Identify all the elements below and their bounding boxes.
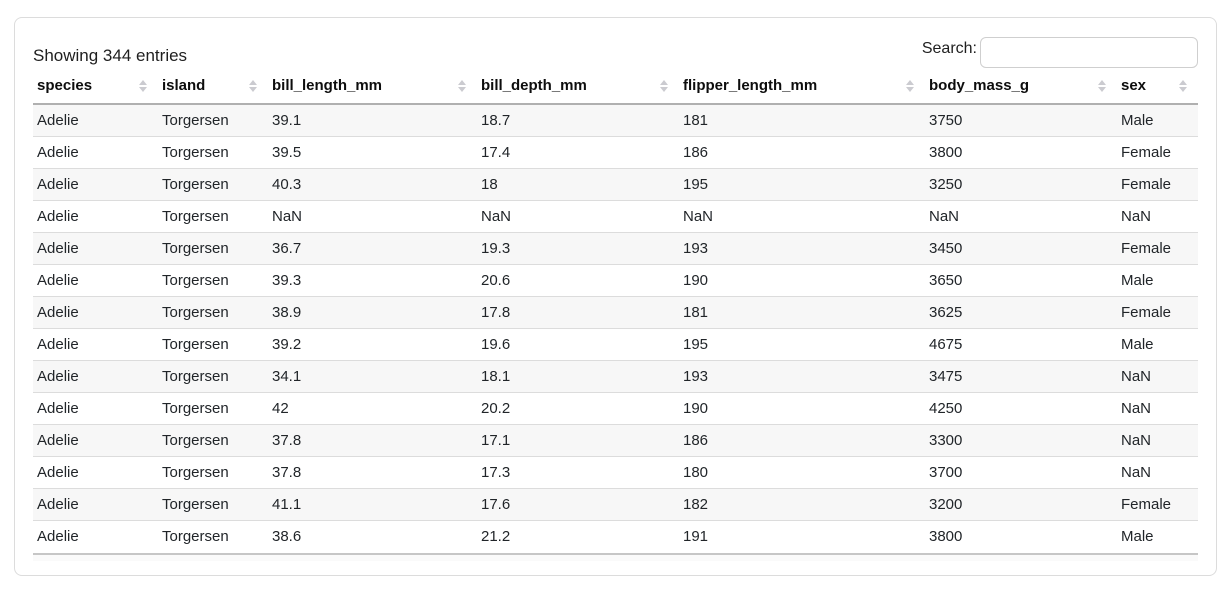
table-cell: 18.7 (481, 112, 511, 129)
header-row (33, 69, 1198, 104)
table-cell: 180 (683, 464, 709, 481)
table-row (33, 329, 1198, 361)
table-cell: 182 (683, 496, 709, 513)
search-label: Search: (921, 39, 977, 57)
table-cell: Male (1121, 272, 1154, 289)
table-cell: 39.1 (272, 112, 302, 129)
table-cell: 19.6 (481, 336, 511, 353)
table-cell: Torgersen (162, 272, 229, 289)
table-cell: Female (1121, 176, 1172, 193)
search-container (922, 37, 1198, 68)
table-cell: Adelie (37, 304, 79, 321)
table-cell: Torgersen (162, 432, 229, 449)
table-cell: 190 (683, 272, 709, 289)
table-cell: 20.2 (481, 400, 511, 417)
table-cell: 190 (683, 400, 709, 417)
table-cell: 4675 (929, 336, 963, 353)
table-row (33, 265, 1198, 297)
table-cell: 38.9 (272, 304, 302, 321)
sort-icon[interactable] (1179, 80, 1187, 92)
table-cell: Torgersen (162, 240, 229, 257)
column-header-sex[interactable] (1117, 69, 1198, 104)
table-cell: 39.3 (272, 272, 302, 289)
table-cell: Adelie (37, 464, 79, 481)
table-cell: Torgersen (162, 176, 229, 193)
table-cell: NaN (272, 208, 303, 225)
table-row (33, 393, 1198, 425)
table-cell: Torgersen (162, 112, 229, 129)
table-cell: Adelie (37, 208, 79, 225)
table-cell: Adelie (37, 432, 79, 449)
table-row (33, 425, 1198, 457)
data-table (33, 69, 1198, 553)
table-cell: 38.6 (272, 528, 302, 546)
table-cell: Adelie (37, 272, 79, 289)
table-cell: Adelie (37, 240, 79, 257)
table-cell: Torgersen (162, 400, 229, 417)
table-header (33, 69, 1198, 104)
table-cell: Torgersen (162, 368, 229, 385)
table-cell: Torgersen (162, 208, 229, 225)
table-cell: Female (1121, 304, 1172, 321)
table-cell: Male (1121, 528, 1154, 546)
table-cell: Torgersen (162, 336, 229, 353)
table-row (33, 169, 1198, 201)
table-cell: 193 (683, 240, 709, 257)
table-cell: Adelie (37, 144, 79, 161)
table-cell: 17.4 (481, 144, 511, 161)
column-header-label: flipper_length_mm (683, 77, 818, 94)
table-cell: 3750 (929, 112, 963, 129)
column-header-label: bill_depth_mm (481, 77, 587, 94)
table-cell: 3450 (929, 240, 963, 257)
table-cell: Torgersen (162, 528, 229, 546)
table-cell: 186 (683, 432, 709, 449)
table-cell: Torgersen (162, 144, 229, 161)
table-cell: 17.6 (481, 496, 511, 513)
table-cell: Female (1121, 240, 1172, 257)
table-cell: NaN (1121, 400, 1152, 417)
table-cell: 3250 (929, 176, 963, 193)
table-cell: Adelie (37, 400, 79, 417)
table-row (33, 489, 1198, 521)
table-cell: 181 (683, 112, 709, 129)
table-cell: Torgersen (162, 496, 229, 513)
table-cell: 3800 (929, 144, 963, 161)
table-card (14, 17, 1217, 576)
table-cell: 36.7 (272, 240, 302, 257)
table-cell: NaN (1121, 208, 1152, 225)
sort-icon[interactable] (458, 80, 466, 92)
table-cell: 3200 (929, 496, 963, 513)
table-cell: NaN (683, 208, 714, 225)
table-cell: Male (1121, 112, 1154, 129)
table-cell: Torgersen (162, 464, 229, 481)
table-cell: 4250 (929, 400, 963, 417)
table-cell: 3300 (929, 432, 963, 449)
sort-icon[interactable] (249, 80, 257, 92)
column-header-bill_length_mm[interactable] (268, 69, 477, 104)
table-cell: 17.1 (481, 432, 511, 449)
clipped-next-row (33, 553, 1198, 561)
table-cell: NaN (1121, 464, 1152, 481)
table-row (33, 201, 1198, 233)
table-cell: 195 (683, 176, 709, 193)
column-header-label: sex (1121, 77, 1147, 94)
column-header-bill_depth_mm[interactable] (477, 69, 679, 104)
table-cell: 19.3 (481, 240, 511, 257)
column-header-flipper_length_mm[interactable] (679, 69, 925, 104)
table-cell: 3625 (929, 304, 963, 321)
table-cell: 18 (481, 176, 498, 193)
table-row (33, 137, 1198, 169)
table-cell: Adelie (37, 528, 79, 546)
table-cell: Torgersen (162, 304, 229, 321)
table-cell: 20.6 (481, 272, 511, 289)
table-cell: Adelie (37, 112, 79, 129)
table-cell: 40.3 (272, 176, 302, 193)
column-header-island[interactable] (158, 69, 268, 104)
table-row (33, 104, 1198, 137)
table-cell: 191 (683, 528, 709, 546)
table-cell: Female (1121, 144, 1172, 161)
table-row (33, 233, 1198, 265)
table-cell: 21.2 (481, 528, 511, 546)
column-header-label: bill_length_mm (272, 77, 383, 94)
table-cell: 3475 (929, 368, 963, 385)
table-cell: Adelie (37, 496, 79, 513)
table-cell: Adelie (37, 176, 79, 193)
table-cell: Female (1121, 496, 1172, 513)
sort-icon[interactable] (1098, 80, 1106, 92)
table-cell: NaN (481, 208, 512, 225)
table-cell: 18.1 (481, 368, 511, 385)
table-cell: NaN (1121, 432, 1152, 449)
table-cell: NaN (929, 208, 960, 225)
column-header-body_mass_g[interactable] (925, 69, 1117, 104)
sort-icon[interactable] (660, 80, 668, 92)
search-input[interactable] (980, 37, 1198, 68)
column-header-label: island (162, 77, 206, 94)
entries-count-text: Showing 344 entries (33, 46, 188, 65)
table-cell: 3800 (929, 528, 963, 546)
table-cell: 41.1 (272, 496, 302, 513)
table-cell: 3650 (929, 272, 963, 289)
table-cell: 181 (683, 304, 709, 321)
column-header-label: body_mass_g (929, 77, 1030, 94)
table-cell: Male (1121, 336, 1154, 353)
table-row (33, 361, 1198, 393)
table-cell: 17.8 (481, 304, 511, 321)
table-cell: Adelie (37, 336, 79, 353)
table-cell: 3700 (929, 464, 963, 481)
sort-icon[interactable] (139, 80, 147, 92)
table-cell: Adelie (37, 368, 79, 385)
table-cell: 39.5 (272, 144, 302, 161)
table-row (33, 457, 1198, 489)
table-toolbar (33, 18, 1198, 68)
sort-icon[interactable] (906, 80, 914, 92)
table-cell: 42 (272, 400, 289, 417)
table-cell: 34.1 (272, 368, 302, 385)
table-cell: 17.3 (481, 464, 511, 481)
table-cell: NaN (1121, 368, 1152, 385)
table-cell: 193 (683, 368, 709, 385)
table-cell: 195 (683, 336, 709, 353)
table-cell: 37.8 (272, 464, 302, 481)
table-cell: 39.2 (272, 336, 302, 353)
column-header-label: species (37, 77, 93, 94)
table-cell: 186 (683, 144, 709, 161)
table-row (33, 521, 1198, 553)
table-cell: 37.8 (272, 432, 302, 449)
table-body (33, 104, 1198, 553)
table-row (33, 297, 1198, 329)
column-header-species[interactable] (33, 69, 158, 104)
